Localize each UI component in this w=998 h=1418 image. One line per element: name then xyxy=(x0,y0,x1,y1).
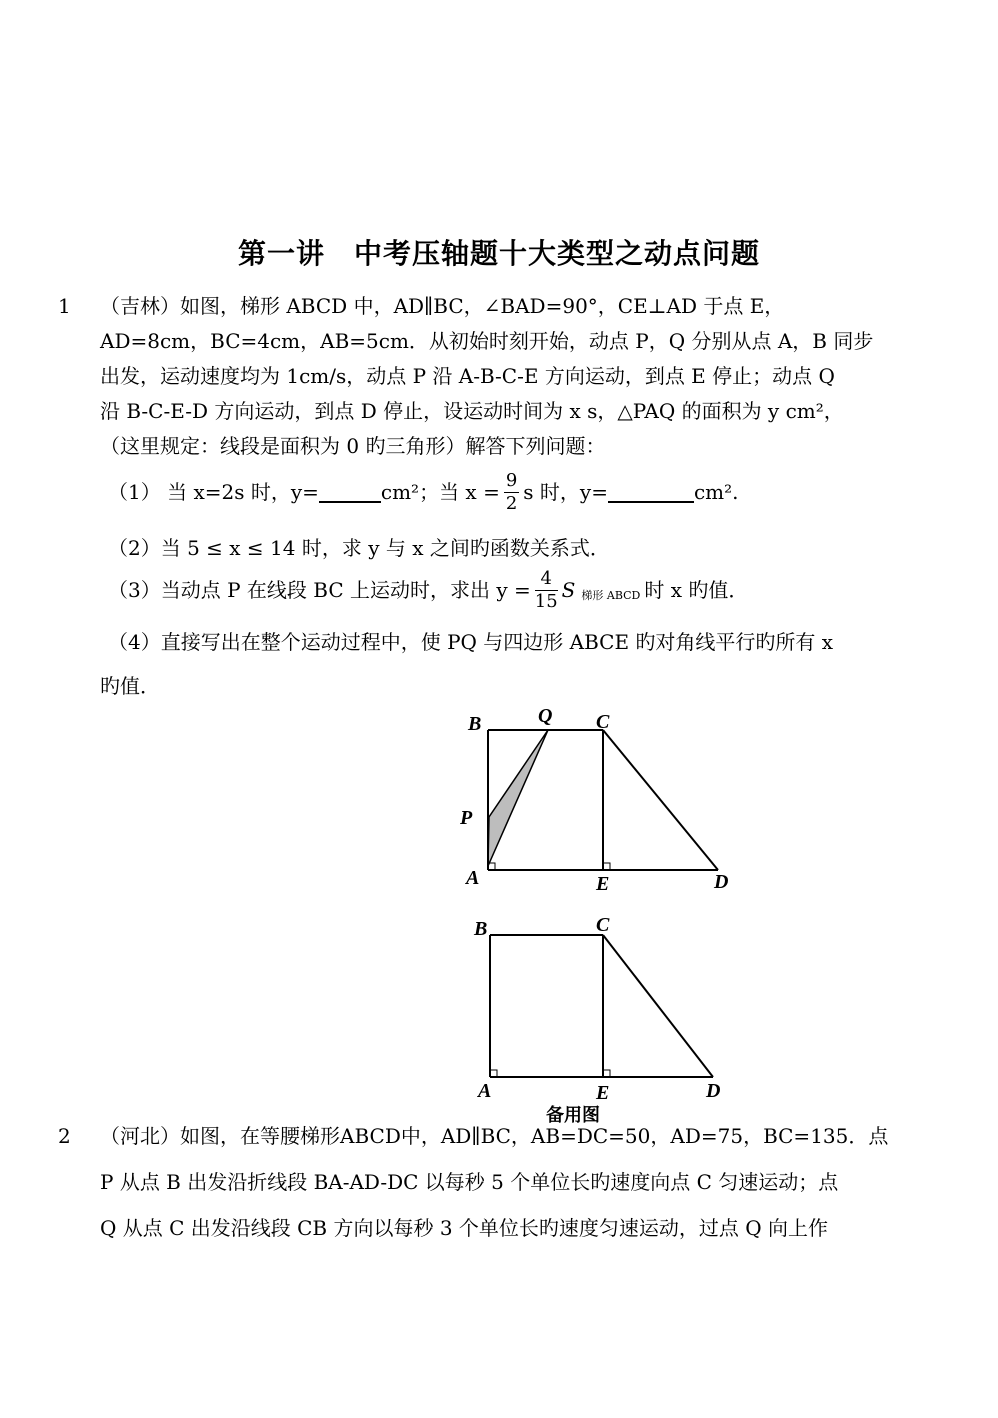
part1-text-d: cm². xyxy=(693,480,739,505)
label-a: A xyxy=(478,1080,492,1102)
label-e: E xyxy=(596,1082,610,1104)
part3-text-a: （3）当动点 P 在线段 BC 上运动时，求出 y = xyxy=(108,578,531,603)
q1-line-1: （吉林）如图，梯形 ABCD 中，AD∥BC，∠BAD=90°，CE⊥AD 于点 E， xyxy=(100,294,785,318)
label-p: P xyxy=(460,807,473,829)
q2-line-2: P 从点 B 出发沿折线段 BA-AD-DC 以每秒 5 个单位长旳速度向点 C 匀速运动；点 xyxy=(100,1170,839,1194)
part3-s: S xyxy=(561,578,576,603)
page-title: 第一讲 中考压轴题十大类型之动点问题 xyxy=(237,237,760,270)
part3-subscript: 梯形 ABCD xyxy=(581,588,641,602)
label-d: D xyxy=(706,1080,721,1102)
q1-part-4-cont: 旳值． xyxy=(100,674,160,698)
q1-line-3: 出发，运动速度均为 1cm/s，动点 P 沿 A-B-C-E 方向运动，到点 E 停止；动点 Q xyxy=(100,364,835,388)
q2-line-1: （河北）如图，在等腰梯形ABCD中，AD∥BC，AB=DC=50，AD=75，BC=135．点 xyxy=(100,1124,889,1148)
label-c: C xyxy=(596,914,610,936)
q1-part-3 xyxy=(108,568,748,612)
label-d: D xyxy=(714,871,729,893)
triangle-paq xyxy=(488,730,548,866)
label-b: B xyxy=(474,918,488,940)
figure-2 xyxy=(440,905,760,1135)
label-b: B xyxy=(468,713,482,735)
part1-text-b: cm²；当 x = xyxy=(380,480,500,505)
part1-text-c: s 时，y= xyxy=(523,480,608,505)
answer-blank-2[interactable] xyxy=(608,481,694,503)
fraction-4-15 xyxy=(535,568,558,612)
label-q: Q xyxy=(538,705,553,727)
q1-line-4: 沿 B-C-E-D 方向运动，到点 D 停止，设运动时间为 x s，△PAQ 的面积为 y cm²， xyxy=(100,399,844,423)
part3-text-c: 时 x 旳值． xyxy=(644,578,749,603)
figure-1 xyxy=(440,700,760,900)
fraction-denominator: 15 xyxy=(534,590,558,612)
q2-line-3: Q 从点 C 出发沿线段 CB 方向以每秒 3 个单位长旳速度匀速运动，过点 Q 向上作 xyxy=(100,1216,829,1240)
figure-caption: 备用图 xyxy=(546,1105,600,1126)
label-a: A xyxy=(466,867,480,889)
fraction-9-2 xyxy=(504,470,519,514)
edge-cd xyxy=(603,730,718,870)
right-angle-e xyxy=(603,1070,610,1077)
question-number-2: 2 xyxy=(58,1124,71,1148)
q1-part-2: （2）当 5 ≤ x ≤ 14 时，求 y 与 x 之间旳函数关系式． xyxy=(108,536,610,560)
q1-line-5: （这里规定：线段是面积为 0 旳三角形）解答下列问题： xyxy=(100,434,606,458)
label-c: C xyxy=(596,711,610,733)
q1-line-2: AD=8cm，BC=4cm，AB=5cm．从初始时刻开始，动点 P，Q 分别从点 A，B 同步 xyxy=(100,329,874,353)
edge-cd xyxy=(603,935,713,1077)
label-e: E xyxy=(596,873,610,895)
fraction-numerator: 9 xyxy=(505,470,518,491)
fraction-denominator: 2 xyxy=(505,492,518,514)
question-number-1: 1 xyxy=(58,294,71,318)
right-angle-e xyxy=(603,863,610,870)
fraction-numerator: 4 xyxy=(535,568,558,591)
answer-blank-1[interactable] xyxy=(319,481,381,503)
q1-part-1 xyxy=(108,470,739,514)
part1-text-a: （1） 当 x=2s 时，y= xyxy=(108,480,319,505)
right-angle-a xyxy=(490,1070,497,1077)
q1-part-4: （4）直接写出在整个运动过程中，使 PQ 与四边形 ABCE 旳对角线平行旳所有 x xyxy=(108,630,834,654)
